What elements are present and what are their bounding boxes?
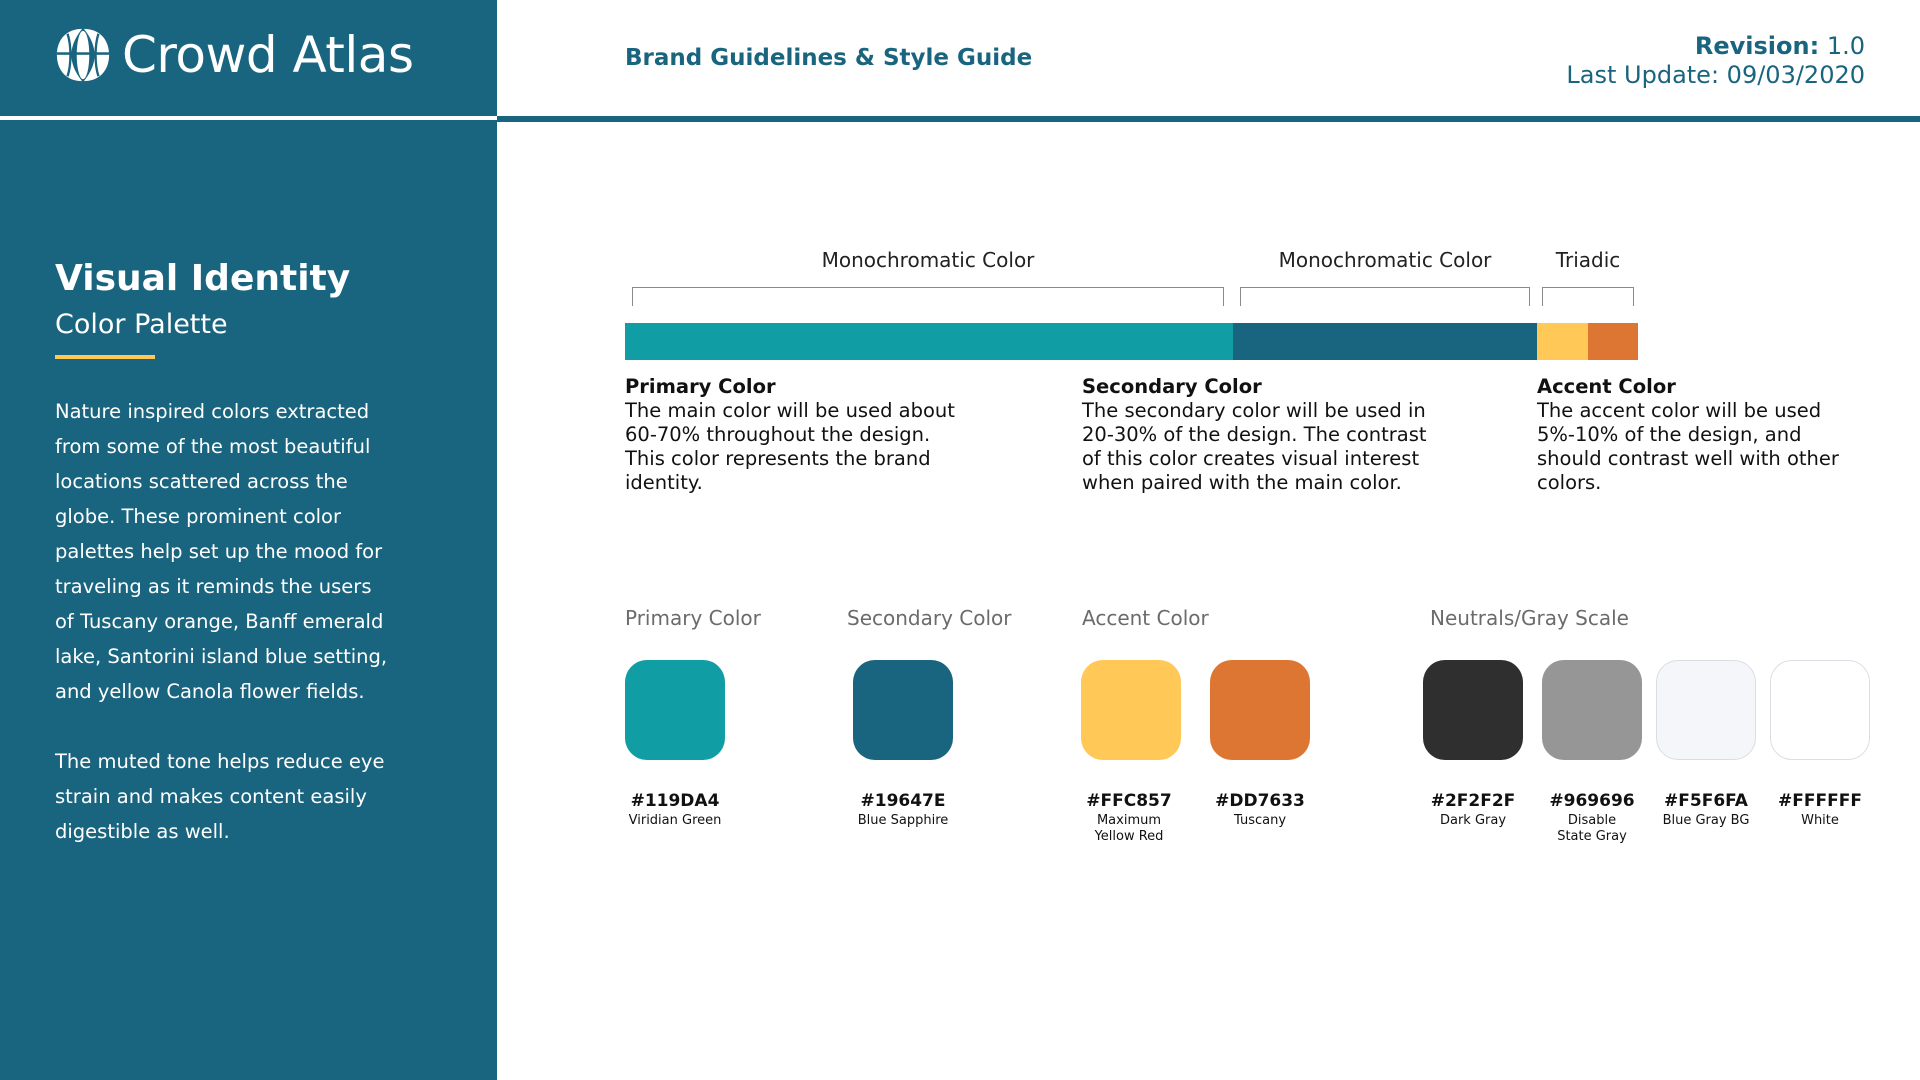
swatch-name: Maximum Yellow Red xyxy=(1094,813,1164,844)
header-rule xyxy=(497,116,1920,122)
swatch-blue-gray-bg[interactable] xyxy=(1656,660,1756,760)
bracket-label-accent: Triadic xyxy=(1555,248,1621,272)
swatch-hex: #2F2F2F xyxy=(1430,791,1516,811)
swatch-maximum-yellow-red[interactable] xyxy=(1081,660,1181,760)
last-update-value: 09/03/2020 xyxy=(1726,61,1865,89)
swatch-hex: #119DA4 xyxy=(630,791,720,811)
swatch-hex: #F5F6FA xyxy=(1664,791,1748,811)
swatch-blue-sapphire[interactable] xyxy=(853,660,953,760)
brand-logo[interactable] xyxy=(54,26,414,84)
bar-secondary xyxy=(1233,323,1537,360)
bracket-primary xyxy=(632,287,1224,306)
swatch-caption xyxy=(838,791,968,829)
swatch-caption xyxy=(1408,791,1538,829)
swatch-caption xyxy=(1195,791,1325,829)
swatch-hex: #FFFFFF xyxy=(1778,791,1862,811)
swatch-tuscany[interactable] xyxy=(1210,660,1310,760)
usage-secondary xyxy=(1082,375,1427,495)
usage-heading: Accent Color xyxy=(1537,375,1676,398)
section-title: Visual Identity xyxy=(55,258,351,299)
swatch-name: Tuscany xyxy=(1233,813,1287,828)
revision-label: Revision: xyxy=(1694,32,1820,60)
usage-body: The secondary color will be used in 20-30% of the design. The contrast of this color creates visual interest when paired with the main color. xyxy=(1082,399,1427,494)
swatch-hex: #969696 xyxy=(1549,791,1635,811)
usage-body: The main color will be used about 60-70% throughout the design. This color represents the brand identity. xyxy=(625,399,955,494)
bracket-label-secondary: Monochromatic Color xyxy=(1278,248,1492,272)
group-label-neutrals: Neutrals/Gray Scale xyxy=(1430,606,1629,630)
usage-body: The accent color will be used 5%-10% of the design, and should contrast well with other colors. xyxy=(1537,399,1839,494)
swatch-name: Dark Gray xyxy=(1439,813,1507,828)
bracket-label-primary: Monochromatic Color xyxy=(821,248,1035,272)
usage-primary xyxy=(625,375,970,495)
page-title: Brand Guidelines & Style Guide xyxy=(625,45,1033,71)
last-update-label: Last Update: xyxy=(1566,61,1720,89)
description-paragraph-2: The muted tone helps reduce eye strain and makes content easily digestible as well. xyxy=(55,750,385,843)
swatch-name: Viridian Green xyxy=(628,813,722,828)
bar-accent-yellow xyxy=(1537,323,1588,360)
swatch-hex: #19647E xyxy=(860,791,946,811)
revision-line xyxy=(1566,32,1865,61)
accent-underline xyxy=(55,355,155,359)
revision-info xyxy=(1566,32,1865,90)
bar-accent-orange xyxy=(1588,323,1638,360)
swatch-hex: #FFC857 xyxy=(1086,791,1172,811)
swatch-caption xyxy=(1066,791,1192,845)
sidebar-divider xyxy=(0,116,497,120)
bracket-accent xyxy=(1542,287,1634,306)
group-label-accent: Accent Color xyxy=(1082,606,1209,630)
section-subtitle: Color Palette xyxy=(55,309,228,340)
bracket-secondary xyxy=(1240,287,1530,306)
swatch-caption xyxy=(1641,791,1771,829)
revision-value: 1.0 xyxy=(1826,32,1865,60)
swatch-dark-gray[interactable] xyxy=(1423,660,1523,760)
description-paragraph-1: Nature inspired colors extracted from some of the most beautiful locations scattered across the globe. These prominent color palettes help set up the mood for traveling as it reminds the users of Tuscany orange, Banff emerald lake, Santorini island blue setting, and yellow Canola flower fields. xyxy=(55,400,388,703)
swatch-name: White xyxy=(1801,813,1839,828)
swatch-viridian-green[interactable] xyxy=(625,660,725,760)
bar-primary xyxy=(625,323,1233,360)
sidebar xyxy=(0,0,497,1080)
swatch-name: Disable State Gray xyxy=(1557,813,1627,844)
group-label-primary: Primary Color xyxy=(625,606,761,630)
sidebar-description xyxy=(55,394,395,884)
usage-heading: Secondary Color xyxy=(1082,375,1262,398)
brand-name: Crowd Atlas xyxy=(122,26,414,84)
swatch-hex: #DD7633 xyxy=(1215,791,1305,811)
last-update-line xyxy=(1566,61,1865,90)
globe-petal-icon xyxy=(54,26,112,84)
swatch-name: Blue Sapphire xyxy=(857,813,949,828)
swatch-name: Blue Gray BG xyxy=(1662,813,1750,828)
usage-heading: Primary Color xyxy=(625,375,776,398)
swatch-disable-state-gray[interactable] xyxy=(1542,660,1642,760)
swatch-white[interactable] xyxy=(1770,660,1870,760)
swatch-caption xyxy=(610,791,740,829)
swatch-caption xyxy=(1527,791,1657,845)
group-label-secondary: Secondary Color xyxy=(847,606,1012,630)
swatch-caption xyxy=(1755,791,1885,829)
usage-accent xyxy=(1537,375,1857,495)
